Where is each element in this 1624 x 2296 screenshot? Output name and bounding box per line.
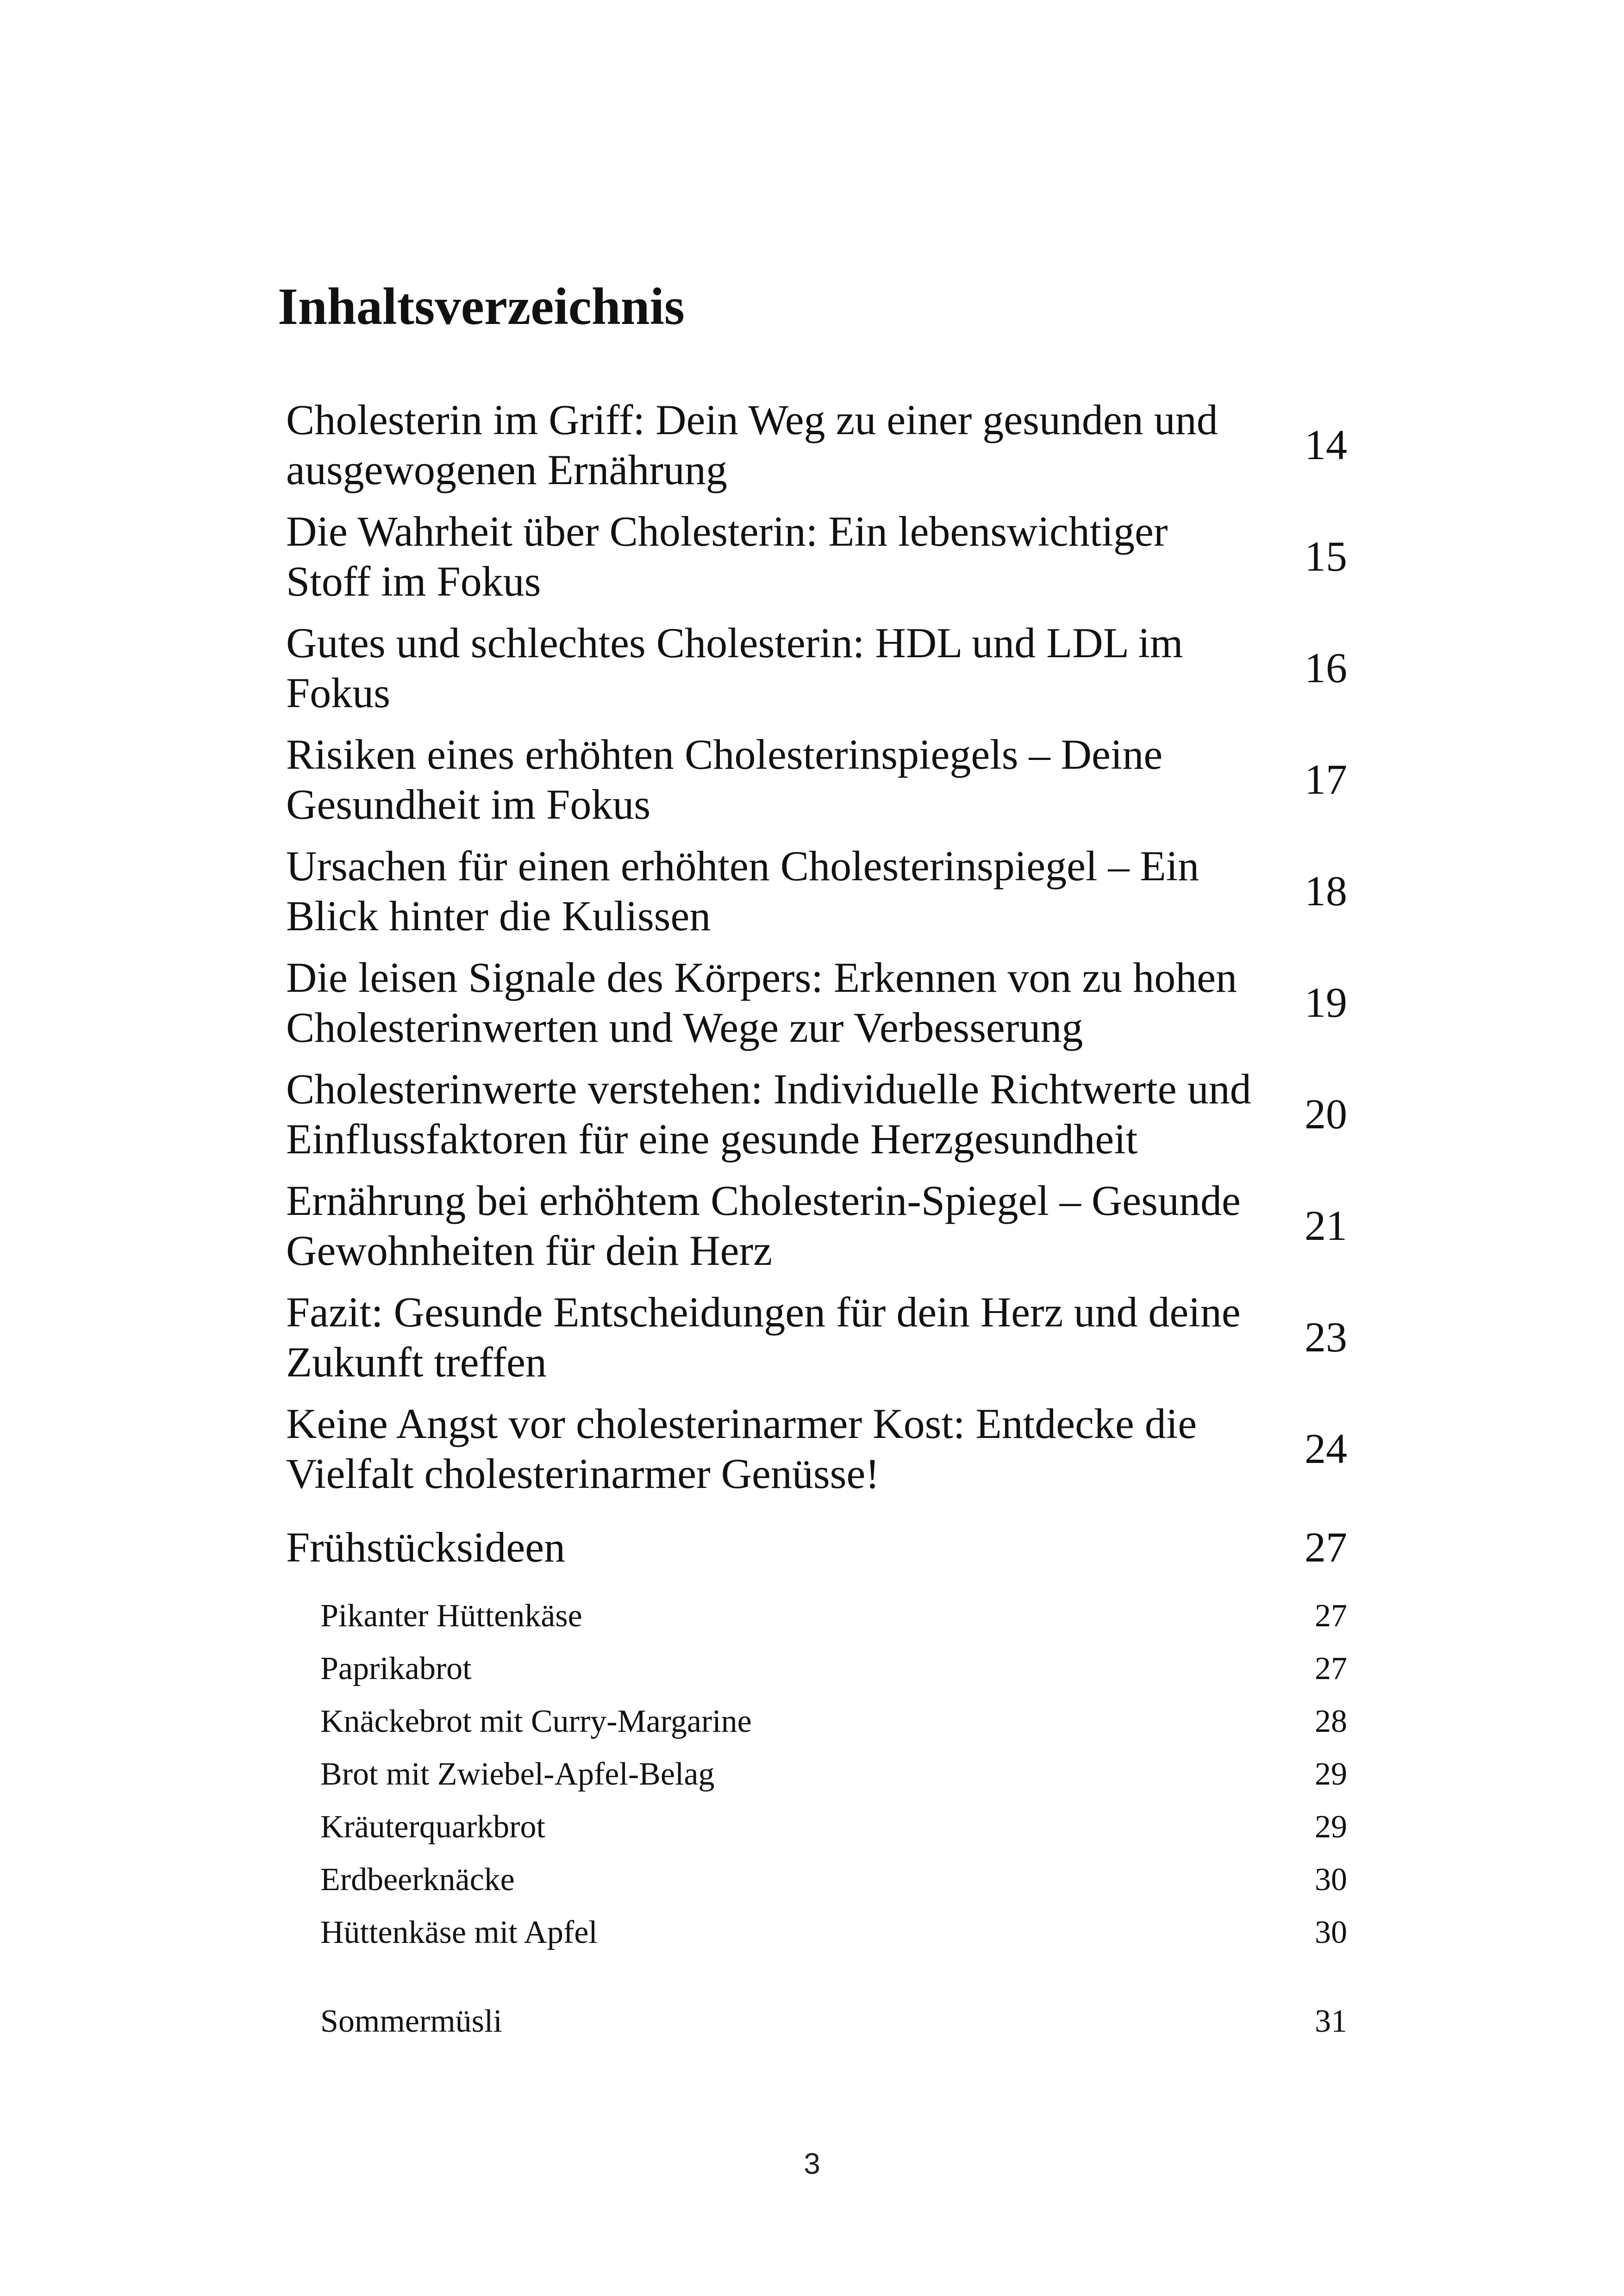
toc-subentry-title: Brot mit Zwiebel-Apfel-Belag bbox=[320, 1756, 715, 1792]
toc-subentry[interactable] bbox=[286, 1854, 1347, 1906]
toc-entry[interactable] bbox=[286, 1281, 1347, 1393]
page-number: 3 bbox=[804, 2147, 820, 2180]
toc-entry[interactable] bbox=[286, 612, 1347, 723]
toc-subentry-title: Sommermüsli bbox=[320, 2004, 502, 2039]
toc-subentry[interactable] bbox=[286, 1590, 1347, 1643]
page-title: Inhaltsverzeichnis bbox=[278, 278, 685, 336]
toc-subentry-title: Paprikabrot bbox=[320, 1651, 472, 1686]
toc-entry[interactable] bbox=[286, 1170, 1347, 1281]
toc-entry-page: 14 bbox=[1305, 421, 1347, 468]
toc-entry[interactable] bbox=[286, 946, 1347, 1058]
toc-entry[interactable] bbox=[286, 1393, 1347, 1504]
toc-entry-title: Frühstücksideen bbox=[286, 1523, 566, 1571]
toc-subentry-page: 31 bbox=[1315, 2004, 1347, 2039]
toc-subentry-title: Erdbeerknäcke bbox=[320, 1862, 515, 1898]
toc-subentry[interactable] bbox=[286, 1801, 1347, 1854]
toc-entry-title: Cholesterin im Griff: Dein Weg zu einer gesunden und ausgewogenen Ernährung bbox=[286, 396, 1218, 493]
toc-subentry-title: Hüttenkäse mit Apfel bbox=[320, 1915, 598, 1950]
toc-entry[interactable] bbox=[286, 1504, 1347, 1590]
toc-subentry-page: 30 bbox=[1315, 1862, 1347, 1898]
toc-entry-title: Gutes und schlechtes Cholesterin: HDL und LDL im Fokus bbox=[286, 619, 1183, 716]
toc-entry-page: 19 bbox=[1305, 978, 1347, 1026]
toc-entry-page: 27 bbox=[1305, 1523, 1347, 1571]
toc-entry-page: 24 bbox=[1305, 1425, 1347, 1472]
toc-entry-page: 21 bbox=[1305, 1201, 1347, 1249]
toc-subentry-page: 30 bbox=[1315, 1915, 1347, 1950]
toc-subentry[interactable] bbox=[286, 1643, 1347, 1695]
toc-entry-title: Die leisen Signale des Körpers: Erkennen von zu hohen Cholesterinwerten und Wege zur Verbesserung bbox=[286, 953, 1237, 1051]
toc-entry[interactable] bbox=[286, 723, 1347, 835]
toc-entry[interactable] bbox=[286, 1058, 1347, 1170]
toc-entry[interactable] bbox=[286, 500, 1347, 612]
toc-entry-title: Fazit: Gesunde Entscheidungen für dein Herz und deine Zukunft treffen bbox=[286, 1288, 1241, 1386]
toc-subentry-title: Pikanter Hüttenkäse bbox=[320, 1598, 582, 1634]
toc-subentry-page: 29 bbox=[1315, 1809, 1347, 1845]
toc-subentry[interactable] bbox=[286, 1995, 1347, 2048]
toc-entry-page: 18 bbox=[1305, 867, 1347, 915]
table-of-contents bbox=[286, 389, 1347, 2048]
toc-entry-title: Keine Angst vor cholesterinarmer Kost: Entdecke die Vielfalt cholesterinarmer Genüsse! bbox=[286, 1400, 1197, 1497]
toc-entry[interactable] bbox=[286, 389, 1347, 500]
toc-entry-title: Die Wahrheit über Cholesterin: Ein lebenswichtiger Stoff im Fokus bbox=[286, 507, 1168, 605]
toc-entry[interactable] bbox=[286, 835, 1347, 946]
toc-subentry[interactable] bbox=[286, 1906, 1347, 1959]
toc-entry-page: 16 bbox=[1305, 644, 1347, 691]
toc-subentry-page: 27 bbox=[1315, 1651, 1347, 1686]
toc-subentry-title: Kräuterquarkbrot bbox=[320, 1809, 545, 1845]
toc-subentry[interactable] bbox=[286, 1748, 1347, 1801]
toc-entry-title: Ursachen für einen erhöhten Cholesterinspiegel – Ein Blick hinter die Kulissen bbox=[286, 842, 1199, 940]
toc-subentry-page: 29 bbox=[1315, 1756, 1347, 1792]
toc-entry-page: 20 bbox=[1305, 1090, 1347, 1138]
toc-entry-page: 23 bbox=[1305, 1313, 1347, 1361]
toc-entry-page: 17 bbox=[1305, 755, 1347, 803]
toc-entry-title: Ernährung bei erhöhtem Cholesterin-Spiegel – Gesunde Gewohnheiten für dein Herz bbox=[286, 1176, 1241, 1274]
toc-entry-page: 15 bbox=[1305, 532, 1347, 580]
toc-subentry-title: Knäckebrot mit Curry-Margarine bbox=[320, 1704, 752, 1739]
toc-entry-title: Cholesterinwerte verstehen: Individuelle Richtwerte und Einflussfaktoren für eine gesunde Herzgesundheit bbox=[286, 1065, 1251, 1163]
toc-entry-title: Risiken eines erhöhten Cholesterinspiegels – Deine Gesundheit im Fokus bbox=[286, 730, 1163, 828]
toc-subentry-page: 27 bbox=[1315, 1598, 1347, 1634]
toc-subentry[interactable] bbox=[286, 1695, 1347, 1748]
toc-subentry-page: 28 bbox=[1315, 1704, 1347, 1739]
